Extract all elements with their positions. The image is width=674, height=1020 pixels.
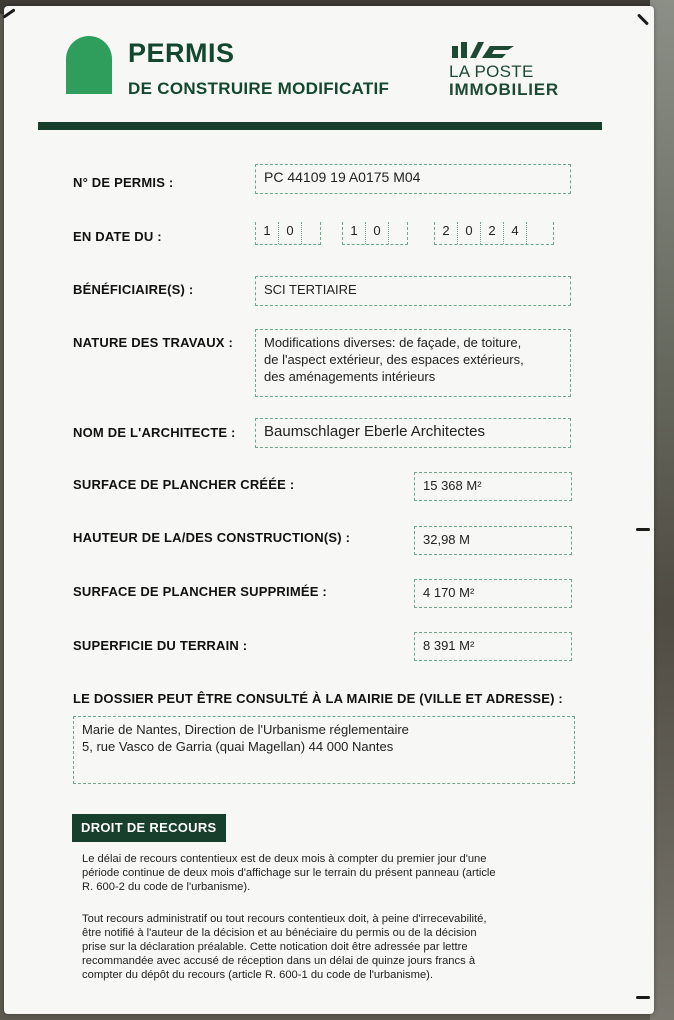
logo-text-immobilier: IMMOBILIER <box>449 80 559 99</box>
recours-line: être notifié à l'auteur de la décision et au bénéciaire du permis ou de la décision <box>82 927 477 939</box>
fastener-icon <box>636 996 650 999</box>
la-poste-bird-icon <box>452 42 522 58</box>
surface-creee-value: 15 368 M² <box>414 472 572 501</box>
dossier-line: Marie de Nantes, Direction de l'Urbanisme réglementaire <box>82 722 409 737</box>
date-month <box>342 222 408 245</box>
hauteur-label: HAUTEUR DE LA/DES CONSTRUCTION(S) : <box>73 530 351 545</box>
surface-creee-label: SURFACE DE PLANCHER CRÉÉE : <box>73 477 295 492</box>
surface-supprimee-value: 4 170 M² <box>414 579 572 608</box>
nature-line: de l'aspect extérieur, des espaces extérieurs, <box>264 352 524 367</box>
architecte-value: Baumschlager Eberle Architectes <box>255 418 571 448</box>
hauteur-value: 32,98 M <box>414 526 572 555</box>
date-digit: 2 <box>481 222 504 244</box>
date-digit: 1 <box>256 222 279 244</box>
recours-paragraph-1 <box>82 852 570 894</box>
header-divider <box>38 122 602 130</box>
superficie-terrain-value: 8 391 M² <box>414 632 572 661</box>
dossier-line: 5, rue Vasco de Garria (quai Magellan) 44 000 Nantes <box>82 739 394 754</box>
surface-supprimee-label: SURFACE DE PLANCHER SUPPRIMÉE : <box>73 584 327 599</box>
fastener-icon <box>637 13 649 25</box>
superficie-terrain-label: SUPERFICIE DU TERRAIN : <box>73 638 248 653</box>
recours-line: compter du dépôt du recours (article R. 600-1 du code de l'urbanisme). <box>82 969 433 981</box>
recours-line: Le délai de recours contentieux est de deux mois à compter du premier jour d'une <box>82 853 487 865</box>
recours-line: recommandée avec accusé de réception dans un délai de quinze jours francs à <box>82 955 476 967</box>
date-digit-spacer <box>527 222 553 244</box>
recours-line: Tout recours administratif ou tout recours contentieux doit, à peine d'irrecevabilité, <box>82 913 487 925</box>
permis-number-value: PC 44109 19 A0175 M04 <box>255 164 571 194</box>
droit-de-recours-heading: DROIT DE RECOURS <box>72 814 226 842</box>
date-label: EN DATE DU : <box>73 229 162 244</box>
logo-text-la-poste: LA POSTE <box>449 62 534 81</box>
page-subtitle: DE CONSTRUIRE MODIFICATIF <box>128 79 390 98</box>
beneficiaire-value: SCI TERTIAIRE <box>255 276 571 306</box>
recours-paragraph-2 <box>82 912 570 982</box>
recours-line: R. 600-2 du code de l'urbanisme). <box>82 881 251 893</box>
date-digit: 0 <box>279 222 302 244</box>
date-digit: 1 <box>343 222 366 244</box>
beneficiaire-label: BÉNÉFICIAIRE(S) : <box>73 282 194 297</box>
nature-line: Modifications diverses: de façade, de toiture, <box>264 335 522 350</box>
fastener-icon <box>636 528 650 531</box>
architecte-label: NOM DE L'ARCHITECTE : <box>73 425 236 440</box>
date-digit: 0 <box>458 222 481 244</box>
date-digit: 4 <box>504 222 527 244</box>
nature-line: des aménagements intérieurs <box>264 369 436 384</box>
date-year <box>434 222 554 245</box>
date-digit: 0 <box>366 222 389 244</box>
permis-arch-icon <box>66 36 112 94</box>
nature-travaux-label: NATURE DES TRAVAUX : <box>73 335 233 350</box>
nature-travaux-value <box>255 329 571 397</box>
date-digit-spacer <box>302 222 320 244</box>
fastener-icon <box>2 8 15 18</box>
recours-line: période continue de deux mois d'affichage sur le terrain du présent panneau (article <box>82 867 496 879</box>
date-digit-spacer <box>389 222 407 244</box>
date-day <box>255 222 321 245</box>
page-title: PERMIS <box>128 38 235 68</box>
permis-number-label: N° DE PERMIS : <box>73 175 174 190</box>
dossier-address <box>73 716 575 784</box>
dossier-label: LE DOSSIER PEUT ÊTRE CONSULTÉ À LA MAIRIE DE (VILLE ET ADRESSE) : <box>73 691 563 706</box>
date-digit: 2 <box>435 222 458 244</box>
recours-line: prise sur la déclaration préalable. Cette notication doit être adressée par lettre <box>82 941 468 953</box>
